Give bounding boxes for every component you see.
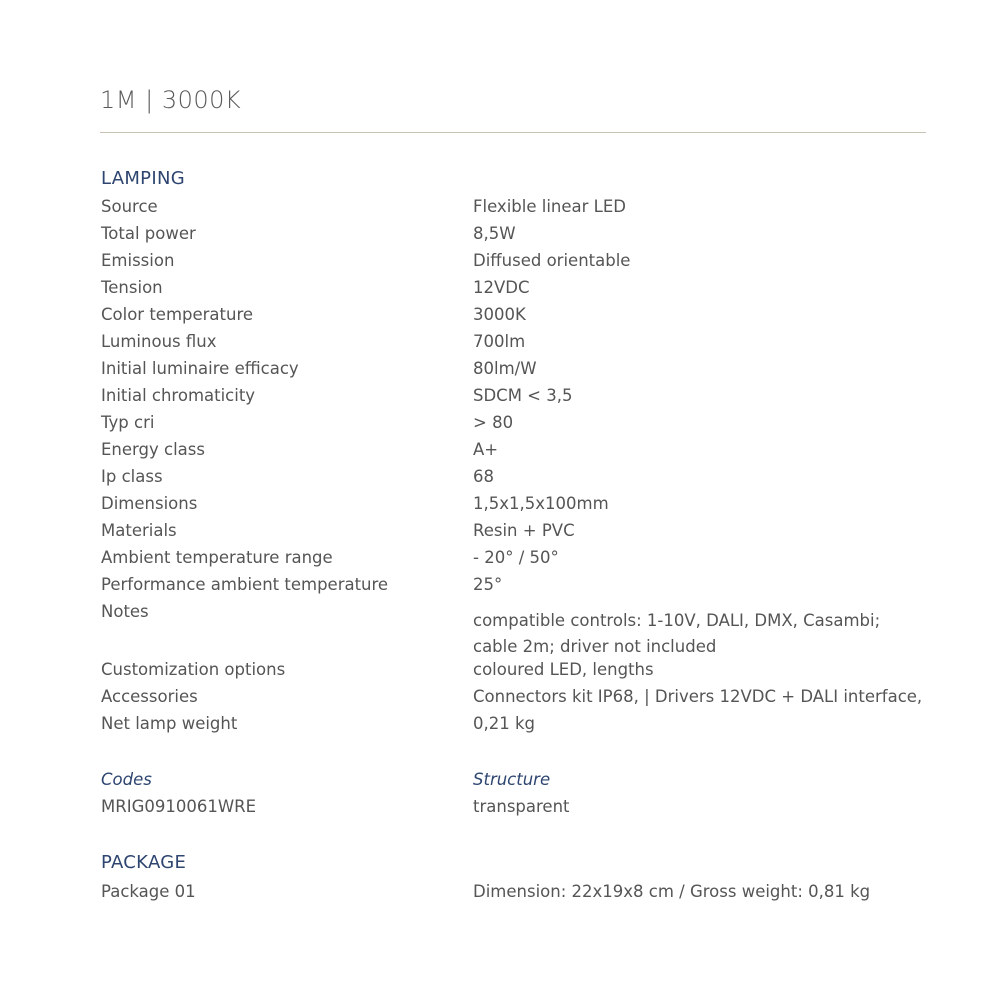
spec-row-materials — [101, 517, 921, 544]
product-code: MRIG0910061WRE — [101, 797, 257, 816]
spec-label: Luminous flux — [101, 332, 217, 351]
spec-row-initial-chromaticity — [101, 382, 921, 409]
spec-value: compatible controls: 1-10V, DALI, DMX, Casambi; cable 2m; driver not included — [473, 611, 881, 656]
page-title: 1M | 3000K — [100, 86, 242, 114]
spec-value: 80lm/W — [473, 359, 537, 378]
structure-heading: Structure — [473, 770, 551, 789]
spec-label: Initial luminaire efficacy — [101, 359, 299, 378]
spec-row-notes — [101, 598, 921, 656]
spec-row-customization-options — [101, 656, 921, 683]
lamping-heading: LAMPING — [101, 168, 185, 189]
title-divider — [100, 132, 926, 133]
spec-row-performance-ambient-temperature — [101, 571, 921, 598]
spec-value: 1,5x1,5x100mm — [473, 494, 609, 513]
spec-row-emission — [101, 247, 921, 274]
spec-label: Notes — [101, 602, 149, 621]
spec-value: 3000K — [473, 305, 526, 324]
spec-label: Net lamp weight — [101, 714, 238, 733]
spec-value: 700lm — [473, 332, 526, 351]
spec-value: - 20° / 50° — [473, 548, 559, 567]
spec-row-color-temperature — [101, 301, 921, 328]
lamping-spec-list — [101, 193, 921, 737]
spec-label: Performance ambient temperature — [101, 575, 389, 594]
spec-row-source — [101, 193, 921, 220]
spec-value: > 80 — [473, 413, 514, 432]
spec-row-total-power — [101, 220, 921, 247]
spec-row-luminous-flux — [101, 328, 921, 355]
spec-value: Connectors kit IP68, | Drivers 12VDC + DALI interface, — [473, 687, 923, 706]
spec-label: Energy class — [101, 440, 205, 459]
spec-label: Total power — [101, 224, 196, 243]
spec-label: Dimensions — [101, 494, 198, 513]
spec-value: coloured LED, lengths — [473, 660, 654, 679]
spec-label: Emission — [101, 251, 175, 270]
spec-row-tension — [101, 274, 921, 301]
spec-row-net-lamp-weight — [101, 710, 921, 737]
spec-value: Diffused orientable — [473, 251, 631, 270]
spec-row-accessories — [101, 683, 921, 710]
spec-value: Resin + PVC — [473, 521, 575, 540]
spec-label: Accessories — [101, 687, 198, 706]
spec-row-dimensions — [101, 490, 921, 517]
package-heading: PACKAGE — [101, 852, 187, 873]
spec-value: Flexible linear LED — [473, 197, 626, 216]
spec-label: Typ cri — [101, 413, 155, 432]
spec-value: 0,21 kg — [473, 714, 536, 733]
spec-row-ambient-temperature-range — [101, 544, 921, 571]
spec-label: Initial chromaticity — [101, 386, 256, 405]
spec-label: Ambient temperature range — [101, 548, 333, 567]
spec-value: 25° — [473, 575, 503, 594]
spec-row-initial-efficacy — [101, 355, 921, 382]
package-label: Package 01 — [101, 882, 196, 901]
spec-label: Source — [101, 197, 158, 216]
spec-value: A+ — [473, 440, 499, 459]
spec-label: Color temperature — [101, 305, 254, 324]
package-value: Dimension: 22x19x8 cm / Gross weight: 0,81 kg — [473, 882, 871, 901]
spec-label: Customization options — [101, 660, 286, 679]
spec-value: 68 — [473, 467, 494, 486]
spec-row-typ-cri — [101, 409, 921, 436]
spec-label: Tension — [101, 278, 163, 297]
codes-heading: Codes — [101, 770, 152, 789]
spec-row-energy-class — [101, 436, 921, 463]
spec-label: Materials — [101, 521, 177, 540]
structure-value: transparent — [473, 797, 570, 816]
spec-label: Ip class — [101, 467, 163, 486]
spec-value: SDCM < 3,5 — [473, 386, 573, 405]
spec-value: 8,5W — [473, 224, 516, 243]
spec-value: 12VDC — [473, 278, 530, 297]
spec-row-ip-class — [101, 463, 921, 490]
